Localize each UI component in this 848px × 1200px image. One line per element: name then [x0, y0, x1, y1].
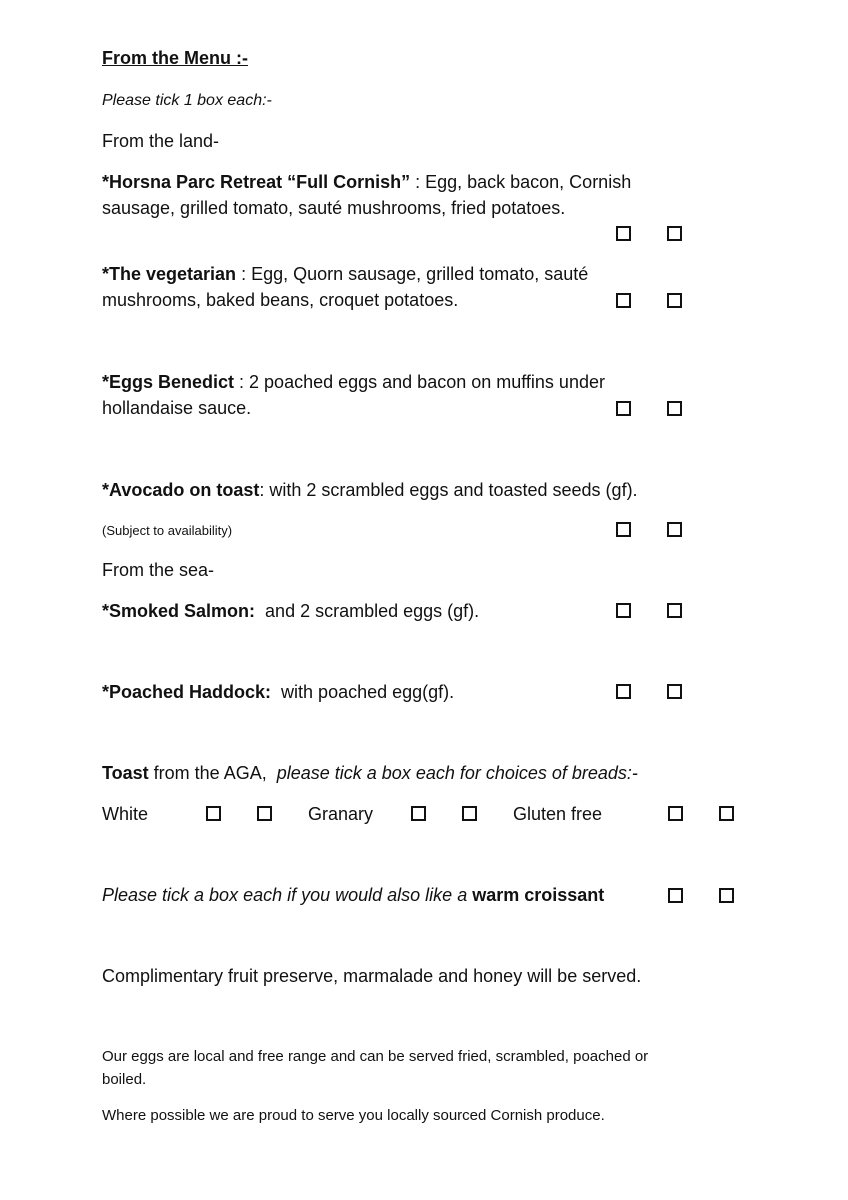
menu-heading: From the Menu :- [102, 48, 248, 68]
vegetarian-checkbox-1[interactable] [616, 293, 631, 308]
toast-line [102, 760, 638, 786]
eggs-note-line-2: boiled. [102, 1071, 147, 1088]
bread-gluten-free-checkbox-1[interactable] [668, 806, 683, 821]
vegetarian-name: *The vegetarian [102, 264, 237, 284]
vegetarian-item [102, 261, 588, 313]
bread-granary-checkbox-1[interactable] [411, 806, 426, 821]
avocado-checkbox-1[interactable] [616, 522, 631, 537]
avocado-checkbox-2[interactable] [667, 522, 682, 537]
salmon-checkbox-2[interactable] [667, 603, 682, 618]
local-produce-note: Where possible we are proud to serve you locally sourced Cornish produce. [102, 1107, 605, 1124]
eggs-benedict-item [102, 369, 605, 421]
vegetarian-desc-2: mushrooms, baked beans, croquet potatoes. [102, 290, 459, 310]
haddock-item [102, 679, 454, 705]
croissant-label: warm croissant [472, 885, 605, 905]
salmon-desc: and 2 scrambled eggs (gf). [255, 601, 480, 621]
bread-granary-label: Granary [308, 804, 374, 824]
full-cornish-name: *Horsna Parc Retreat “Full Cornish” [102, 172, 411, 192]
toast-instruction: please tick a box each for choices of breads:- [276, 763, 638, 783]
haddock-name: *Poached Haddock: [102, 682, 272, 702]
bread-white-checkbox-1[interactable] [206, 806, 221, 821]
eggs-benedict-desc: : 2 poached eggs and bacon on muffins under [234, 372, 605, 392]
haddock-checkbox-1[interactable] [616, 684, 631, 699]
full-cornish-item [102, 169, 631, 221]
vegetarian-checkbox-2[interactable] [667, 293, 682, 308]
avocado-desc: : with 2 scrambled eggs and toasted seeds (gf). [259, 480, 638, 500]
croissant-instruction: Please tick a box each if you would also like a [102, 885, 473, 905]
instruction-text: Please tick 1 box each:- [102, 92, 272, 109]
eggs-benedict-name: *Eggs Benedict [102, 372, 235, 392]
toast-label: Toast [102, 763, 149, 783]
bread-white-checkbox-2[interactable] [257, 806, 272, 821]
sea-section-label: From the sea- [102, 560, 215, 580]
bread-gluten-free-label: Gluten free [513, 804, 603, 824]
eggs-benedict-checkbox-2[interactable] [667, 401, 682, 416]
bread-gluten-free-checkbox-2[interactable] [719, 806, 734, 821]
salmon-name: *Smoked Salmon: [102, 601, 256, 621]
eggs-benedict-desc-2: hollandaise sauce. [102, 398, 252, 418]
full-cornish-desc-2: sausage, grilled tomato, sauté mushrooms, fried potatoes. [102, 198, 566, 218]
haddock-checkbox-2[interactable] [667, 684, 682, 699]
full-cornish-desc: : Egg, back bacon, Cornish [410, 172, 632, 192]
availability-note: (Subject to availability) [102, 523, 233, 538]
bread-white-label: White [102, 804, 149, 824]
avocado-name: *Avocado on toast [102, 480, 260, 500]
haddock-desc: with poached egg(gf). [271, 682, 455, 702]
complimentary-note: Complimentary fruit preserve, marmalade and honey will be served. [102, 966, 642, 986]
eggs-note [102, 1045, 648, 1091]
full-cornish-checkbox-1[interactable] [616, 226, 631, 241]
vegetarian-desc: : Egg, Quorn sausage, grilled tomato, sauté [236, 264, 589, 284]
eggs-note-line-1: Our eggs are local and free range and can be served fried, scrambled, poached or [102, 1048, 649, 1065]
croissant-checkbox-2[interactable] [719, 888, 734, 903]
toast-rest: from the AGA, [148, 763, 277, 783]
land-section-label: From the land- [102, 131, 220, 151]
salmon-checkbox-1[interactable] [616, 603, 631, 618]
eggs-benedict-checkbox-1[interactable] [616, 401, 631, 416]
full-cornish-checkbox-2[interactable] [667, 226, 682, 241]
bread-granary-checkbox-2[interactable] [462, 806, 477, 821]
croissant-line [102, 882, 604, 908]
salmon-item [102, 598, 479, 624]
avocado-item [102, 477, 638, 503]
croissant-checkbox-1[interactable] [668, 888, 683, 903]
